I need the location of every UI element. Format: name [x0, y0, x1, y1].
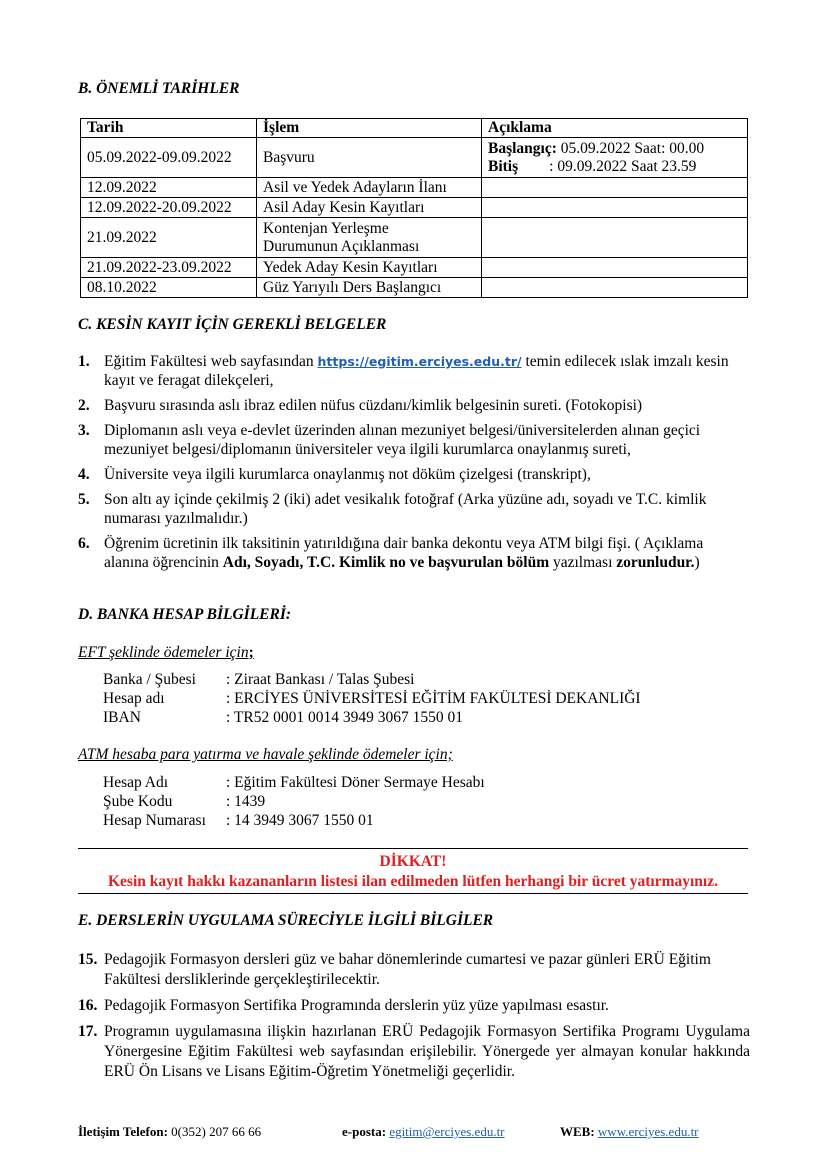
item-text-post: ) [694, 554, 700, 571]
description-cell [482, 198, 748, 218]
section-b-title: B. ÖNEMLİ TARİHLER [78, 80, 240, 97]
kv-key: Hesap adı [103, 690, 165, 707]
kv-row [103, 670, 641, 689]
action-cell: Güz Yarıyılı Ders Başlangıcı [257, 278, 482, 298]
description-cell [482, 278, 748, 298]
action-line-2: Durumunun Açıklanması [263, 237, 420, 255]
action-cell: Asil Aday Kesin Kayıtları [257, 198, 482, 218]
action-cell [257, 218, 482, 258]
eft-account-info [103, 670, 641, 727]
item-number: 16. [78, 997, 98, 1014]
iban-value: : TR52 0001 0014 3949 3067 1550 01 [226, 709, 463, 726]
action-cell: Yedek Aday Kesin Kayıtları [257, 258, 482, 278]
footer-web [560, 1124, 699, 1140]
item-text: Başvuru sırasında aslı ibraz edilen nüfus cüzdanı/kimlik belgesinin sureti. (Fotokopisi) [104, 397, 643, 414]
kv-row [103, 689, 641, 708]
date-cell: 21.09.2022 [81, 218, 257, 258]
item-number: 3. [78, 422, 90, 439]
end-value: : 09.09.2022 Saat 23.59 [518, 157, 697, 175]
faculty-website-link[interactable]: https://egitim.erciyes.edu.tr/ [317, 354, 522, 369]
item-text: Programın uygulamasına ilişkin hazırlanan ERÜ Pedagojik Formasyon Sertifika Programı Uygulama Yönergesine Eğitim Fakültesi web sayfasından erişilebilir. Yönergede yer almayan konular hakkında ERÜ Ön Lisans ve Lisans Eğitim-Öğretim Yönetmeliği geçerlidir. [104, 1023, 750, 1080]
atm-account-info [103, 773, 485, 830]
item-text: Pedagojik Formasyon Sertifika Programında derslerin yüz yüze yapılması esastır. [104, 997, 609, 1014]
start-label: Başlangıç: [488, 139, 557, 157]
divider-bottom [78, 893, 748, 894]
phone-label: İletişim Telefon: [78, 1124, 168, 1139]
section-e-title: E. DERSLERİN UYGULAMA SÜRECİYLE İLGİLİ BİLGİLER [78, 912, 494, 929]
table-row [81, 178, 748, 198]
kv-key: Hesap Adı [103, 774, 169, 791]
warning-text: Kesin kayıt hakkı kazananların listesi ilan edilmeden lütfen herhangi bir ücret yatırmayınız. [107, 873, 718, 890]
header-islem: İşlem [257, 119, 482, 138]
required-documents-list [78, 352, 750, 578]
kv-row [103, 773, 485, 792]
description-cell [482, 218, 748, 258]
kv-value: : 14 3949 3067 1550 01 [226, 812, 374, 829]
kv-row [103, 792, 485, 811]
eft-heading-suffix: ; [248, 644, 254, 661]
header-tarih: Tarih [81, 119, 257, 138]
email-label: e-posta: [342, 1124, 387, 1139]
kv-value: : Eğitim Fakültesi Döner Sermaye Hesabı [226, 774, 485, 791]
item-number: 15. [78, 951, 98, 968]
item-number: 2. [78, 397, 90, 414]
action-cell: Başvuru [257, 138, 482, 178]
date-cell: 12.09.2022 [81, 178, 257, 198]
atm-heading: ATM hesaba para yatırma ve havale şeklinde ödemeler için; [78, 746, 453, 763]
important-dates-table [80, 118, 748, 298]
list-item [78, 465, 750, 484]
list-item [78, 396, 750, 415]
list-item [78, 534, 750, 572]
table-row [81, 278, 748, 298]
item-text-bold-required: zorunludur. [616, 554, 695, 571]
description-cell [482, 178, 748, 198]
item-number: 17. [78, 1023, 98, 1040]
date-cell: 05.09.2022-09.09.2022 [81, 138, 257, 178]
item-text: Üniversite veya ilgili kurumlarca onaylanmış not döküm çizelgesi (transkript), [104, 466, 591, 483]
item-text-post: temin edilecek ıslak imzalı kesin kayıt ve feragat dilekçeleri, [104, 353, 729, 389]
kv-value: : 1439 [226, 793, 266, 810]
item-text-pre: Eğitim Fakültesi web sayfasından [104, 353, 318, 370]
table-row [81, 198, 748, 218]
date-cell: 12.09.2022-20.09.2022 [81, 198, 257, 218]
footer-phone [78, 1124, 261, 1140]
web-label: WEB: [560, 1124, 595, 1139]
item-text: Diplomanın aslı veya e-devlet üzerinden alınan mezuniyet belgesi/üniversitelerden alınan geçici mezuniyet belgesi/diplomanın üniversiteler veya ilgili kurumlarca onaylanmış sureti, [104, 422, 701, 458]
email-link[interactable]: egitim@erciyes.edu.tr [389, 1124, 505, 1139]
list-item [78, 421, 750, 459]
date-cell: 08.10.2022 [81, 278, 257, 298]
end-line [488, 158, 741, 176]
start-value: 05.09.2022 Saat: 00.00 [556, 139, 705, 157]
table-row [81, 138, 748, 178]
kv-key: Banka / Şubesi [103, 671, 196, 688]
table-header-row [81, 119, 748, 138]
item-number: 1. [78, 353, 90, 370]
end-label: Bitiş [488, 157, 519, 175]
description-cell [482, 258, 748, 278]
table-row [81, 218, 748, 258]
kv-value: : ERCİYES ÜNİVERSİTESİ EĞİTİM FAKÜLTESİ DEKANLIĞI [226, 690, 641, 707]
kv-value: : Ziraat Bankası / Talas Şubesi [226, 671, 415, 688]
item-text: Pedagojik Formasyon dersleri güz ve bahar dönemlerinde cumartesi ve pazar günleri ERÜ Eğitim Fakültesi dersliklerinde gerçekleştirilecektir. [104, 951, 711, 988]
kv-key: Hesap Numarası [103, 812, 206, 829]
item-text-bold: Adı, Soyadı, T.C. Kimlik no ve başvurulan bölüm [222, 554, 550, 571]
description-cell [482, 138, 748, 178]
list-item [78, 490, 750, 528]
item-number: 6. [78, 535, 90, 552]
footer-email [342, 1124, 505, 1140]
header-aciklama: Açıklama [482, 119, 748, 138]
item-text-mid: yazılması [549, 554, 617, 571]
section-d-title: D. BANKA HESAP BİLGİLERİ: [78, 606, 292, 623]
list-item [78, 950, 750, 990]
kv-key: IBAN [103, 709, 141, 726]
web-link[interactable]: www.erciyes.edu.tr [597, 1124, 699, 1139]
section-c-title: C. KESİN KAYIT İÇİN GEREKLİ BELGELER [78, 316, 387, 333]
kv-row [103, 708, 641, 727]
eft-heading [78, 644, 254, 662]
kv-key: Şube Kodu [103, 793, 173, 810]
eft-heading-text: EFT şeklinde ödemeler için [78, 644, 249, 661]
item-text: Son altı ay içinde çekilmiş 2 (iki) adet vesikalık fotoğraf (Arka yüzüne adı, soyadı ve T.C. kimlik numarası yazılmalıdır.) [104, 491, 707, 527]
item-number: 4. [78, 466, 90, 483]
item-number: 5. [78, 491, 90, 508]
date-cell: 21.09.2022-23.09.2022 [81, 258, 257, 278]
table-row [81, 258, 748, 278]
action-cell: Asil ve Yedek Adayların İlanı [257, 178, 482, 198]
phone-value: 0(352) 207 66 66 [167, 1124, 262, 1139]
action-line-1: Kontenjan Yerleşme [263, 219, 389, 237]
list-item [78, 1022, 750, 1082]
course-info-list [78, 950, 750, 1088]
divider-top [78, 848, 748, 849]
warning-title: DİKKAT! [379, 853, 447, 870]
kv-row [103, 811, 485, 830]
start-line [488, 140, 741, 158]
list-item [78, 996, 750, 1016]
list-item [78, 352, 750, 390]
item-text-pre: Öğrenim ücretinin ilk taksitinin yatırıldığına dair banka dekontu veya ATM bilgi fişi. ( Açıklama alanına öğrencinin [104, 535, 704, 571]
